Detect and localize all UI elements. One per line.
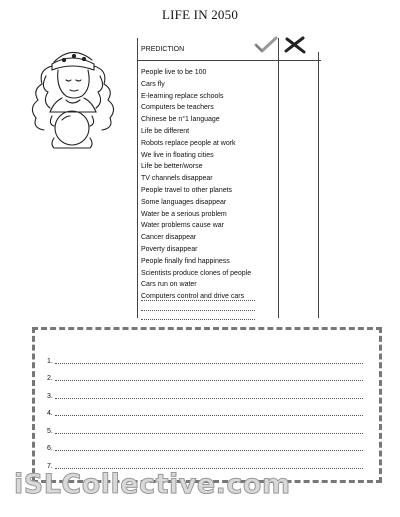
answer-line-fill[interactable]: [55, 363, 363, 364]
prediction-item: TV channels disappear: [141, 175, 213, 183]
prediction-item: Computers be teachers: [141, 104, 214, 112]
prediction-item: Chinese be n°1 language: [141, 116, 220, 124]
answer-line[interactable]: [47, 367, 363, 385]
prediction-header: PREDICTION: [141, 46, 185, 53]
answer-line-number: 4.: [47, 410, 53, 417]
cross-mark-icon: [283, 36, 307, 54]
blank-line[interactable]: [141, 310, 255, 311]
answer-box: [32, 327, 382, 483]
check-mark-icon: [253, 36, 279, 54]
prediction-item: E-learning replace schools: [141, 92, 224, 100]
answer-line-number: 1.: [47, 357, 53, 365]
prediction-item: People finally find happiness: [141, 257, 230, 265]
prediction-item: We live in floating cities: [141, 151, 214, 159]
answer-line-number: 5.: [47, 427, 53, 435]
fortune-teller-illustration: [14, 40, 132, 150]
answer-line-fill[interactable]: [55, 450, 363, 451]
answer-line-fill[interactable]: [55, 415, 363, 416]
prediction-item: Cars fly: [141, 80, 165, 88]
prediction-item: Cancer disappear: [141, 234, 197, 242]
blank-line[interactable]: [141, 300, 255, 301]
watermark-logo: iSLCollective.com: [14, 469, 291, 500]
prediction-item: Cars run on water: [141, 281, 197, 289]
prediction-item: Water problems cause war: [141, 222, 224, 230]
prediction-item: People travel to other planets: [141, 186, 233, 194]
prediction-item: People live to be 100: [141, 69, 207, 76]
answer-line-fill[interactable]: [55, 398, 363, 399]
prediction-item: Some languages disappear: [141, 198, 227, 206]
answer-lines: [47, 349, 363, 472]
answer-line[interactable]: [47, 384, 363, 402]
prediction-list: [141, 67, 251, 303]
blank-line[interactable]: [141, 319, 255, 320]
prediction-item: Computers control and drive cars: [141, 293, 245, 301]
answer-line-number: 3.: [47, 392, 53, 400]
answer-line[interactable]: [47, 349, 363, 367]
answer-line-fill[interactable]: [55, 433, 363, 434]
prediction-table: [137, 38, 321, 318]
prediction-item: Robots replace people at work: [141, 139, 236, 147]
answer-line-number: 7.: [47, 462, 53, 470]
answer-line[interactable]: [47, 402, 363, 420]
prediction-item: Scientists produce clones of people: [141, 269, 252, 277]
page-title: LIFE IN 2050: [161, 7, 239, 22]
answer-line[interactable]: [47, 437, 363, 455]
prediction-item: Poverty disappear: [141, 245, 198, 253]
prediction-item: Life be different: [141, 127, 190, 135]
answer-line-number: 6.: [47, 445, 53, 452]
prediction-item: Water be a serious problem: [141, 210, 227, 218]
answer-line[interactable]: [47, 419, 363, 437]
answer-line-fill[interactable]: [55, 380, 363, 381]
prediction-item: Life be better/worse: [141, 163, 203, 171]
answer-line-number: 2.: [47, 375, 53, 382]
